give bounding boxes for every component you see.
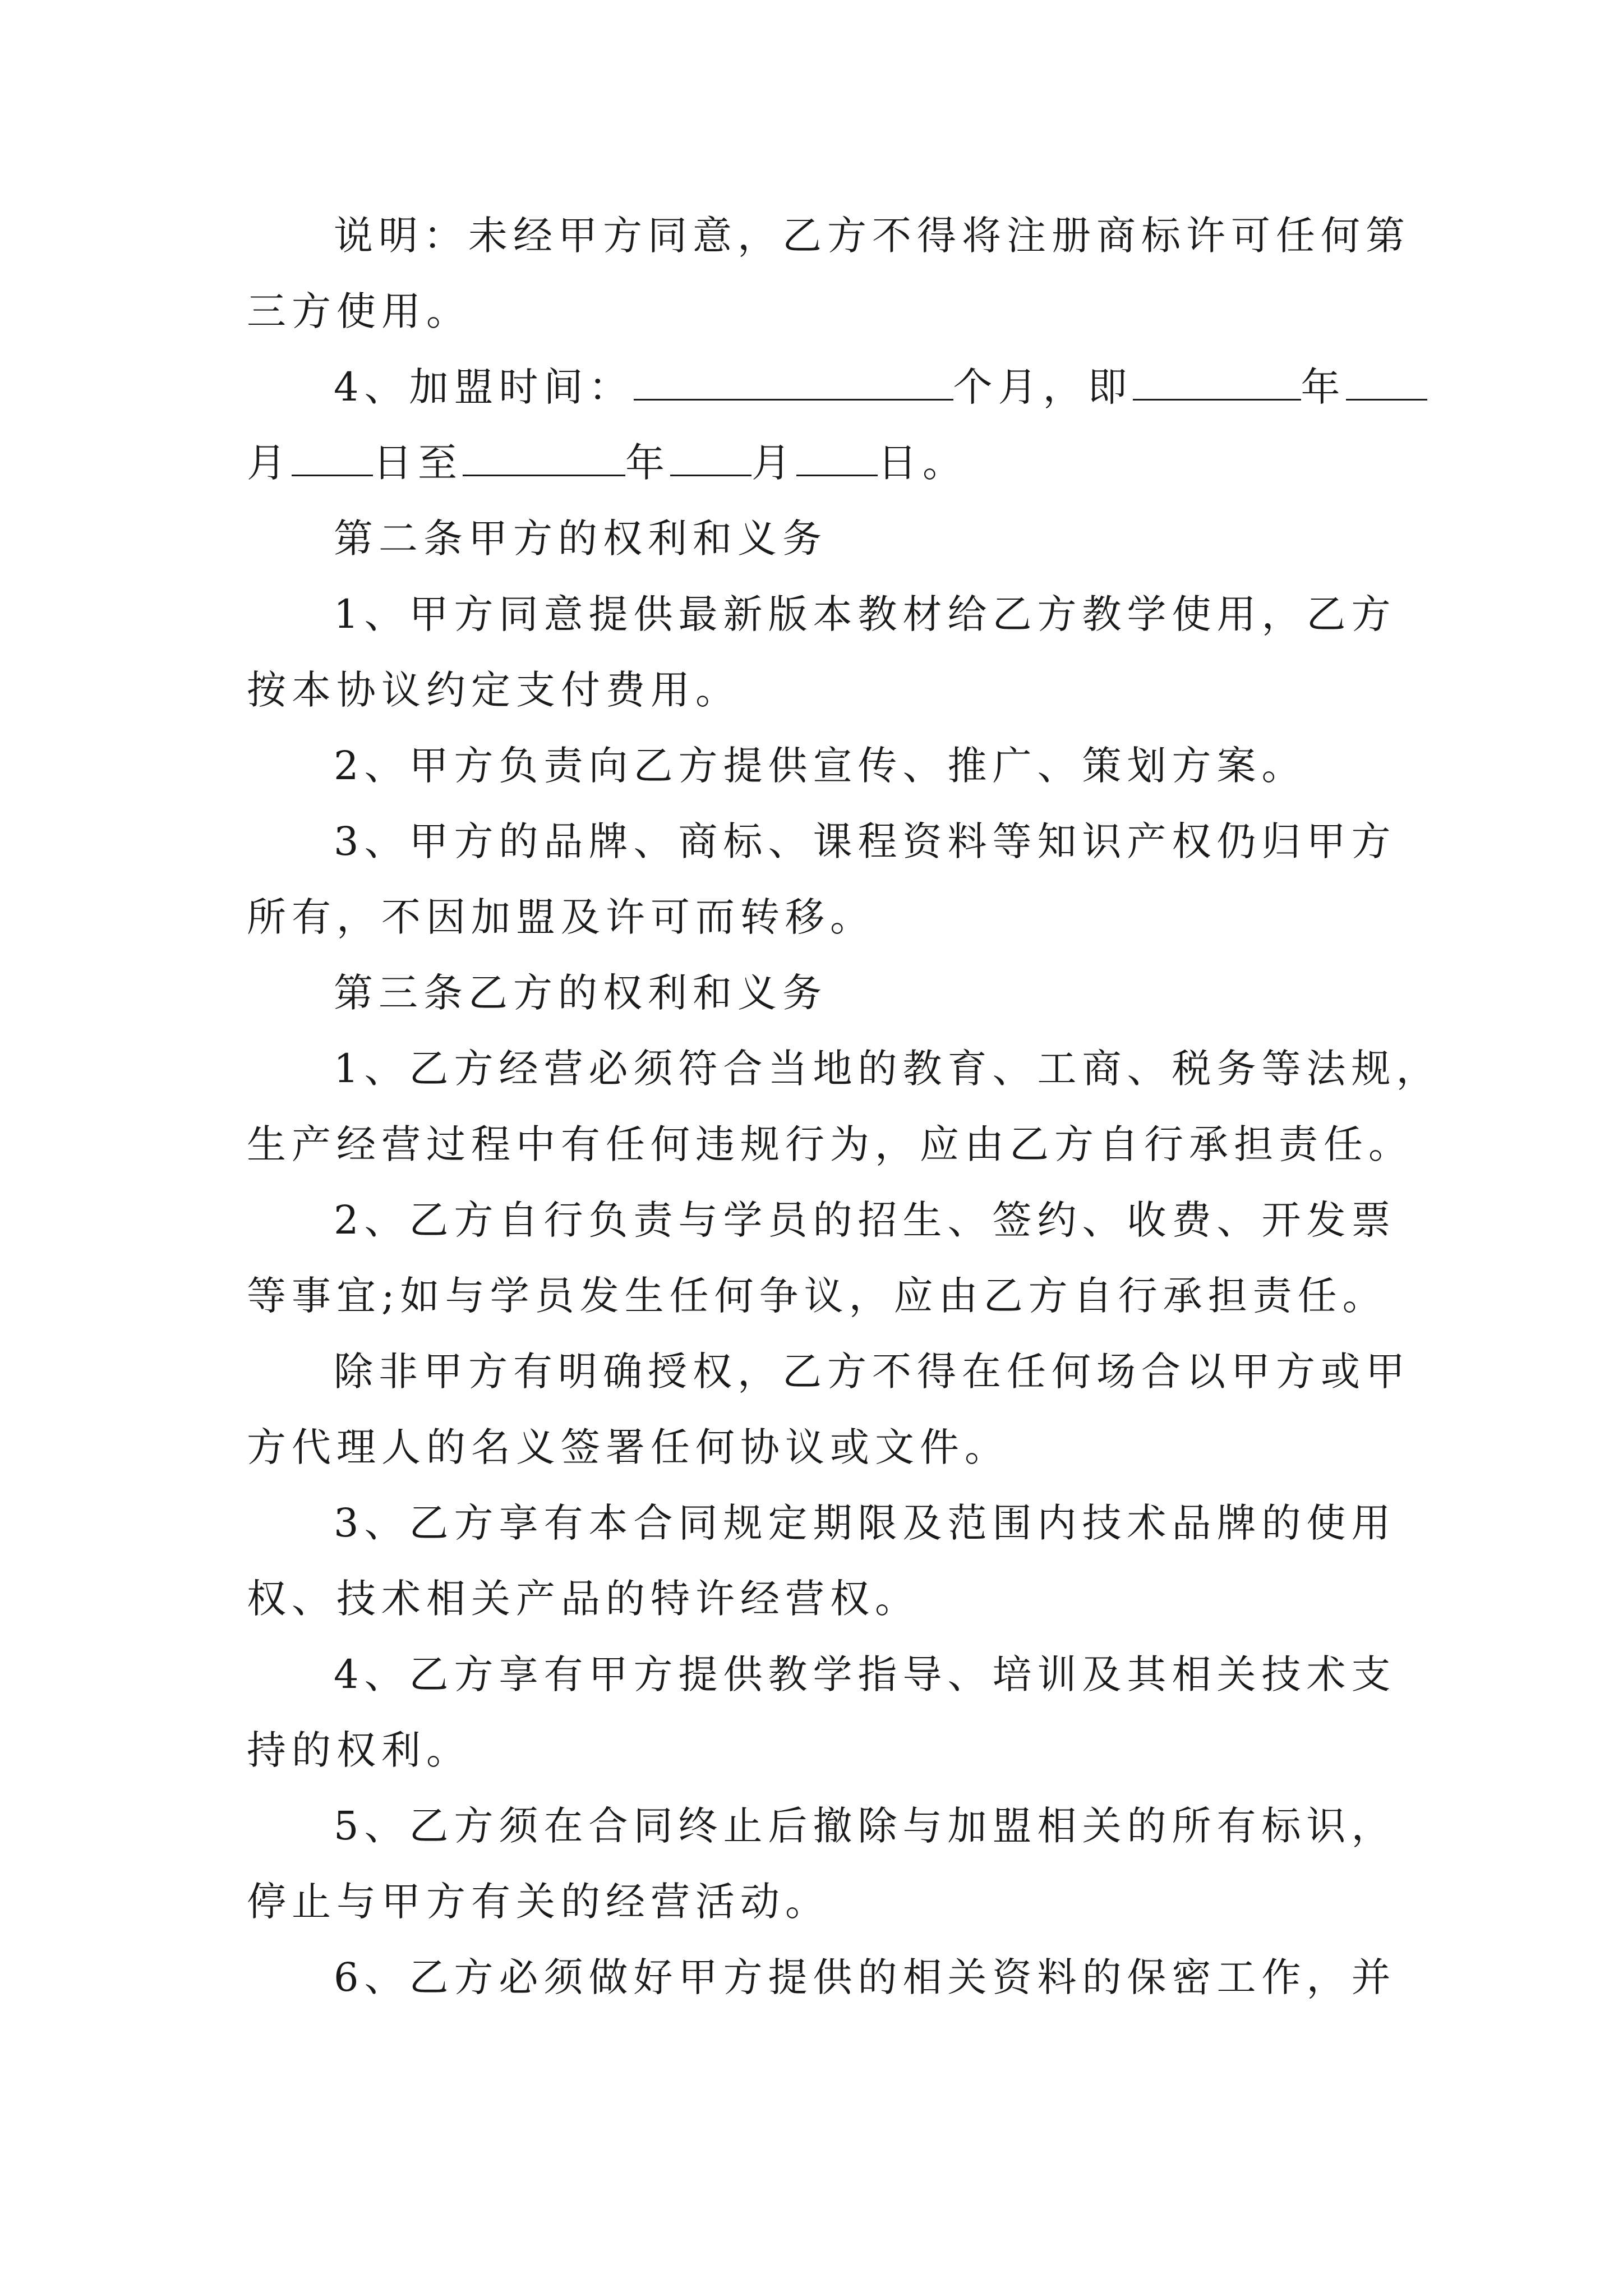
article-2-title: 第二条甲方的权利和义务 xyxy=(334,516,827,562)
join-time-line-1 xyxy=(334,362,1427,412)
months-unit: 个月，即 xyxy=(953,364,1133,410)
join-time-label: 4、加盟时间： xyxy=(334,364,634,410)
end-year-unit: 年 xyxy=(625,440,670,486)
start-day-blank xyxy=(292,440,373,476)
article-3-item-1-line-2: 生产经营过程中有任何违规行为，应由乙方自行承担责任。 xyxy=(247,1121,1413,1167)
start-day-unit: 日至 xyxy=(373,440,463,486)
months-blank xyxy=(634,364,953,401)
article-3-item-1-line-1: 1、乙方经营必须符合当地的教育、工商、税务等法规， xyxy=(334,1046,1441,1092)
article-2-item-3-line-1: 3、甲方的品牌、商标、课程资料等知识产权仍归甲方 xyxy=(334,818,1396,864)
article-3-item-5-line-2: 停止与甲方有关的经营活动。 xyxy=(247,1879,830,1925)
article-2-item-1-line-1: 1、甲方同意提供最新版本教材给乙方教学使用，乙方 xyxy=(334,591,1396,637)
article-3-item-4-line-2: 持的权利。 xyxy=(247,1727,471,1773)
article-3-item-3-line-1: 3、乙方享有本合同规定期限及范围内技术品牌的使用 xyxy=(334,1500,1396,1546)
end-month-unit: 月 xyxy=(751,440,796,486)
end-month-blank xyxy=(670,440,751,476)
article-2-item-3-line-2: 所有，不因加盟及许可而转移。 xyxy=(247,894,875,940)
article-3-item-5-line-1: 5、乙方须在合同终止后撤除与加盟相关的所有标识， xyxy=(334,1803,1396,1849)
article-2-item-2: 2、甲方负责向乙方提供宣传、推广、策划方案。 xyxy=(334,743,1307,789)
article-3-item-3-line-2: 权、技术相关产品的特许经营权。 xyxy=(247,1576,920,1622)
start-month-blank xyxy=(1346,364,1427,401)
end-day-unit: 日。 xyxy=(878,440,967,486)
article-3-item-2-line-1: 2、乙方自行负责与学员的招生、签约、收费、开发票 xyxy=(334,1197,1396,1243)
start-year-blank xyxy=(1133,364,1301,401)
end-day-blank xyxy=(796,440,878,476)
start-month-unit: 月 xyxy=(247,440,292,486)
start-year-unit: 年 xyxy=(1301,364,1346,410)
article-3-item-4-line-1: 4、乙方享有甲方提供教学指导、培训及其相关技术支 xyxy=(334,1651,1396,1697)
join-time-line-2 xyxy=(247,438,967,488)
article-3-item-2-line-2: 等事宜;如与学员发生任何争议，应由乙方自行承担责任。 xyxy=(247,1273,1387,1319)
note-line-1: 说明：未经甲方同意，乙方不得将注册商标许可任何第 xyxy=(334,213,1410,259)
article-3-para-line-1: 除非甲方有明确授权，乙方不得在任何场合以甲方或甲 xyxy=(334,1349,1410,1395)
article-3-para-line-2: 方代理人的名义签署任何协议或文件。 xyxy=(247,1424,1009,1470)
end-year-blank xyxy=(463,440,625,476)
article-2-item-1-line-2: 按本协议约定支付费用。 xyxy=(247,667,740,713)
note-line-2: 三方使用。 xyxy=(247,288,471,334)
article-3-item-6-line-1: 6、乙方必须做好甲方提供的相关资料的保密工作，并 xyxy=(334,1954,1396,2000)
article-3-title: 第三条乙方的权利和义务 xyxy=(334,970,827,1016)
